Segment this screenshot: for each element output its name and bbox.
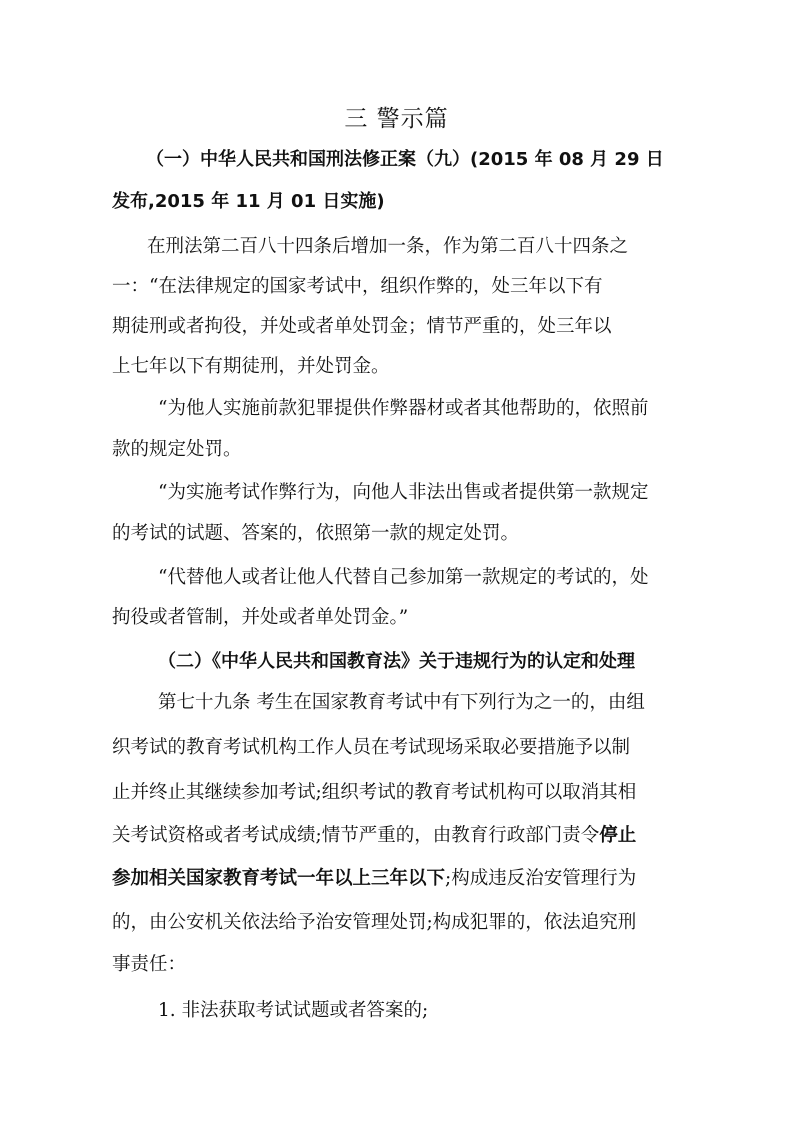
section-1-heading-line-1: （一）中华人民共和国刑法修正案（九）(2015 年 08 月 29 日 [146, 149, 664, 170]
paragraph-line: 款的规定处罚。 [112, 439, 242, 460]
paragraph-line-with-emphasis [112, 866, 636, 892]
emphasis-text: 停止 [599, 825, 637, 846]
paragraph-line: 一：“在法律规定的国家考试中，组织作弊的，处三年以下有 [112, 276, 603, 297]
paragraph-line: “代替他人或者让他人代替自己参加第一款规定的考试的，处 [158, 567, 649, 588]
paragraph-line: 止并终止其继续参加考试;组织考试的教育考试机构可以取消其相 [112, 782, 637, 803]
paragraph-line: 上七年以下有期徒刑，并处罚金。 [112, 356, 390, 377]
paragraph-line: “为实施考试作弊行为，向他人非法出售或者提供第一款规定 [158, 482, 649, 503]
paragraph-line: 在刑法第二百八十四条后增加一条，作为第二百八十四条之 [147, 236, 629, 257]
paragraph-text: 关考试资格或者考试成绩;情节严重的，由教育行政部门责令 [112, 825, 600, 846]
list-item: 1. 非法获取考试试题或者答案的; [158, 1000, 429, 1021]
section-2-heading: （二）《中华人民共和国教育法》关于违规行为的认定和处理 [158, 651, 635, 672]
paragraph-line: 的考试的试题、答案的，依照第一款的规定处罚。 [112, 523, 520, 544]
paragraph-line: 事责任： [112, 954, 187, 975]
emphasis-text: 参加相关国家教育考试一年以上三年以下 [112, 868, 446, 889]
paragraph-line: 织考试的教育考试机构工作人员在考试现场采取必要措施予以制 [112, 737, 631, 758]
paragraph-line: 拘役或者管制，并处或者单处罚金。” [112, 607, 409, 628]
paragraph-line: 的，由公安机关依法给予治安管理处罚;构成犯罪的，依法追究刑 [112, 912, 637, 933]
section-1-heading-line-2: 发布,2015 年 11 月 01 日实施) [112, 191, 385, 212]
paragraph-line-with-emphasis [112, 823, 636, 849]
paragraph-line: 第七十九条 考生在国家教育考试中有下列行为之一的，由组 [158, 692, 645, 713]
paragraph-line: “为他人实施前款犯罪提供作弊器材或者其他帮助的，依照前 [158, 398, 649, 419]
page-title: 三 警示篇 [344, 106, 449, 132]
paragraph-line: 期徒刑或者拘役，并处或者单处罚金；情节严重的，处三年以 [112, 316, 612, 337]
paragraph-text: ;构成违反治安管理行为 [445, 868, 637, 889]
